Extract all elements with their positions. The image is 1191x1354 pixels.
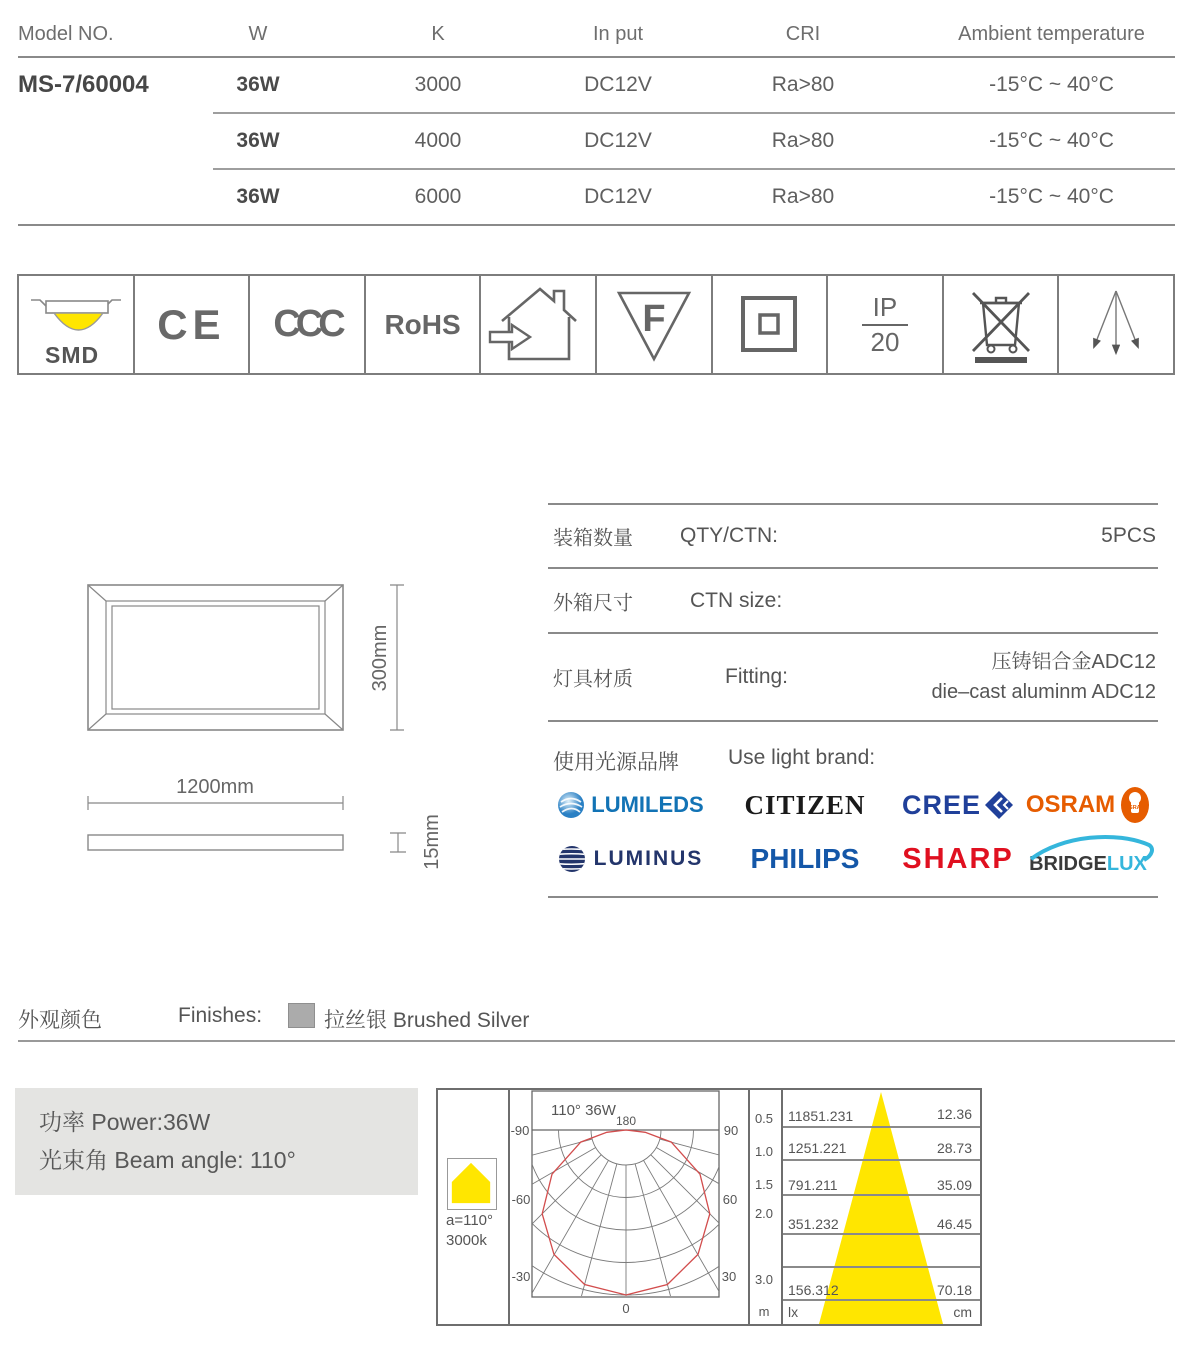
polar-left-30: -30 <box>511 1269 531 1284</box>
polar-right-30: 30 <box>721 1269 737 1284</box>
weee-bin-icon <box>944 276 1060 373</box>
brand-luminus: LUMINUS <box>548 844 712 874</box>
fitting-value-zh: 压铸铝合金ADC12 <box>991 651 1156 673</box>
spec-cell-ambient: -15°C ~ 40°C <box>989 73 1114 96</box>
bridgelux-text-cyan: LUX <box>1106 852 1147 875</box>
fitting-label-en: Fitting: <box>725 665 789 688</box>
osram-bulb-badge-icon <box>1120 785 1150 825</box>
brand-sharp: SHARP <box>902 842 1014 875</box>
polar-right-90: 90 <box>723 1123 739 1138</box>
header-cri: CRI <box>785 22 821 45</box>
finishes-label-zh: 外观颜色 <box>18 1009 102 1032</box>
finish-color-swatch <box>288 1003 315 1028</box>
lux-rule <box>783 1299 980 1301</box>
header-w: W <box>248 22 268 45</box>
spec-cell-cri: Ra>80 <box>771 129 835 152</box>
fitting-label-zh: 灯具材质 <box>553 668 633 691</box>
spec-cell-k: 6000 <box>414 185 462 208</box>
dimension-drawing <box>60 560 470 900</box>
f-letter: F <box>642 297 666 340</box>
diameter-value: 46.45 <box>936 1216 972 1232</box>
polar-title: 110° 36W <box>551 1102 616 1119</box>
spec-cell-k: 3000 <box>414 73 462 96</box>
qty-value: 5PCS <box>1101 524 1156 547</box>
polar-right-60: 60 <box>722 1192 738 1207</box>
lux-value: 11851.231 <box>788 1108 854 1124</box>
ip-label: IP <box>872 291 898 322</box>
packing-table <box>548 503 1158 722</box>
polar-beam-diagram <box>510 1090 748 1320</box>
distance-label: 0.5 <box>754 1111 774 1126</box>
brands-label-zh: 使用光源品牌 <box>553 751 679 774</box>
badge-angle-label: a=110° <box>446 1212 494 1229</box>
header-k: K <box>431 22 445 45</box>
ce-mark-icon: CE <box>135 276 251 373</box>
lux-rule <box>783 1194 980 1196</box>
polar-180-label: 180 <box>615 1114 637 1128</box>
cree-diamond-icon <box>984 790 1014 820</box>
spec-row-1 <box>18 58 1175 112</box>
lumileds-sphere-icon <box>556 790 586 820</box>
ctn-label-zh: 外箱尺寸 <box>553 592 633 614</box>
beam-badge-icon <box>447 1158 497 1210</box>
polar-left-90: -90 <box>510 1123 530 1138</box>
lux-value: 156.312 <box>788 1282 839 1298</box>
lux-rule <box>783 1126 980 1128</box>
class2-double-square-icon <box>713 276 829 373</box>
lux-value: 791.211 <box>788 1177 838 1193</box>
power-info-box <box>15 1088 418 1195</box>
header-ambient: Ambient temperature <box>958 22 1145 45</box>
spec-cell-cri: Ra>80 <box>771 185 835 208</box>
bridgelux-swoosh-icon <box>1025 829 1160 863</box>
brand-lumileds: LUMILEDS <box>548 790 712 820</box>
polar-left-60: -60 <box>511 1192 531 1207</box>
polar-0-label: 0 <box>622 1301 630 1316</box>
distance-label: 1.0 <box>754 1144 774 1159</box>
badge-cct-label: 3000k <box>446 1232 487 1249</box>
diameter-value: 12.36 <box>936 1106 972 1122</box>
power-line: 功率 Power:36W <box>39 1109 211 1135</box>
spec-cell-ambient: -15°C ~ 40°C <box>989 185 1114 208</box>
luminus-sphere-icon <box>557 844 589 874</box>
finishes-label-en: Finishes: <box>178 1004 263 1027</box>
ctn-label-en: CTN size: <box>690 588 783 612</box>
header-input: In put <box>592 22 644 45</box>
spec-cell-k: 4000 <box>414 129 462 152</box>
fitting-value-en: die–cast aluminm ADC12 <box>931 681 1156 703</box>
ip-rating: 20 <box>870 326 900 357</box>
distance-label: 1.5 <box>754 1177 774 1192</box>
spec-cell-input: DC12V <box>584 129 652 152</box>
spec-row-3 <box>18 170 1175 224</box>
lux-value: 1251.221 <box>788 1140 847 1156</box>
distance-label: 3.0 <box>754 1272 774 1287</box>
spec-cell-w: 36W <box>236 73 280 96</box>
model-no-value: MS-7/60004 <box>18 71 149 98</box>
brand-row-2 <box>548 832 1158 886</box>
brands-label-en: Use light brand: <box>728 746 876 769</box>
spec-cell-w: 36W <box>236 129 280 152</box>
distance-label: 2.0 <box>754 1206 774 1221</box>
brand-osram: OSRAM OSRAM <box>1018 785 1158 825</box>
ctn-size-row <box>548 567 1158 632</box>
brands-label-row <box>548 746 1158 774</box>
rohs-icon: RoHS <box>366 276 482 373</box>
beam-angle-line: 光束角 Beam angle: 110° <box>39 1147 296 1173</box>
brand-bridgelux <box>1018 843 1158 876</box>
brand-row-1 <box>548 778 1158 832</box>
height-dimension-label: 300mm <box>369 624 391 692</box>
header-model-no: Model NO. <box>18 22 114 45</box>
light-brands-section <box>548 718 1158 898</box>
thickness-dimension-label: 15mm <box>421 814 443 870</box>
lux-value: 351.232 <box>788 1216 839 1232</box>
photometric-section <box>436 1088 982 1326</box>
certification-strip <box>17 274 1175 375</box>
unit-lx: lx <box>788 1304 799 1320</box>
brand-cree: CREE <box>898 790 1018 821</box>
smd-icon <box>19 276 135 373</box>
qty-label-en: QTY/CTN: <box>680 524 778 547</box>
diameter-value: 35.09 <box>936 1177 972 1193</box>
lux-rule <box>783 1266 980 1268</box>
brand-citizen: CITIZEN <box>744 789 866 820</box>
unit-m: m <box>758 1304 770 1319</box>
osram-badge-text: OSRAM <box>1124 805 1146 811</box>
spec-cell-input: DC12V <box>584 73 652 96</box>
spec-cell-input: DC12V <box>584 185 652 208</box>
spec-table <box>18 12 1175 226</box>
ip-divider <box>862 324 908 326</box>
qty-row <box>548 503 1158 567</box>
unit-cm: cm <box>953 1304 972 1320</box>
lux-rule <box>783 1159 980 1161</box>
light-distribution-arrows-icon <box>1059 276 1173 373</box>
bridgelux-text-dark: BRIDGE <box>1029 852 1107 875</box>
spec-cell-cri: Ra>80 <box>771 73 835 96</box>
finishes-value: 拉丝银 Brushed Silver <box>324 1009 530 1032</box>
spec-cell-ambient: -15°C ~ 40°C <box>989 129 1114 152</box>
table-bottom-rule <box>18 224 1175 226</box>
diameter-value: 70.18 <box>936 1282 972 1298</box>
f-triangle-icon <box>597 276 713 373</box>
brand-philips: PHILIPS <box>750 843 860 874</box>
fitting-row <box>548 632 1158 722</box>
ip20-icon <box>828 276 944 373</box>
indoor-use-house-icon <box>481 276 597 373</box>
qty-label-zh: 装箱数量 <box>553 527 633 550</box>
ccc-mark-icon: CCC <box>250 276 366 373</box>
spec-table-header-row <box>18 12 1175 56</box>
lux-rule <box>783 1233 980 1235</box>
diameter-value: 28.73 <box>936 1140 972 1156</box>
finishes-section <box>18 996 1175 1042</box>
smd-label: SMD <box>44 341 99 368</box>
width-dimension-label: 1200mm <box>176 776 254 798</box>
spec-cell-w: 36W <box>236 185 280 208</box>
spec-row-2 <box>18 114 1175 168</box>
